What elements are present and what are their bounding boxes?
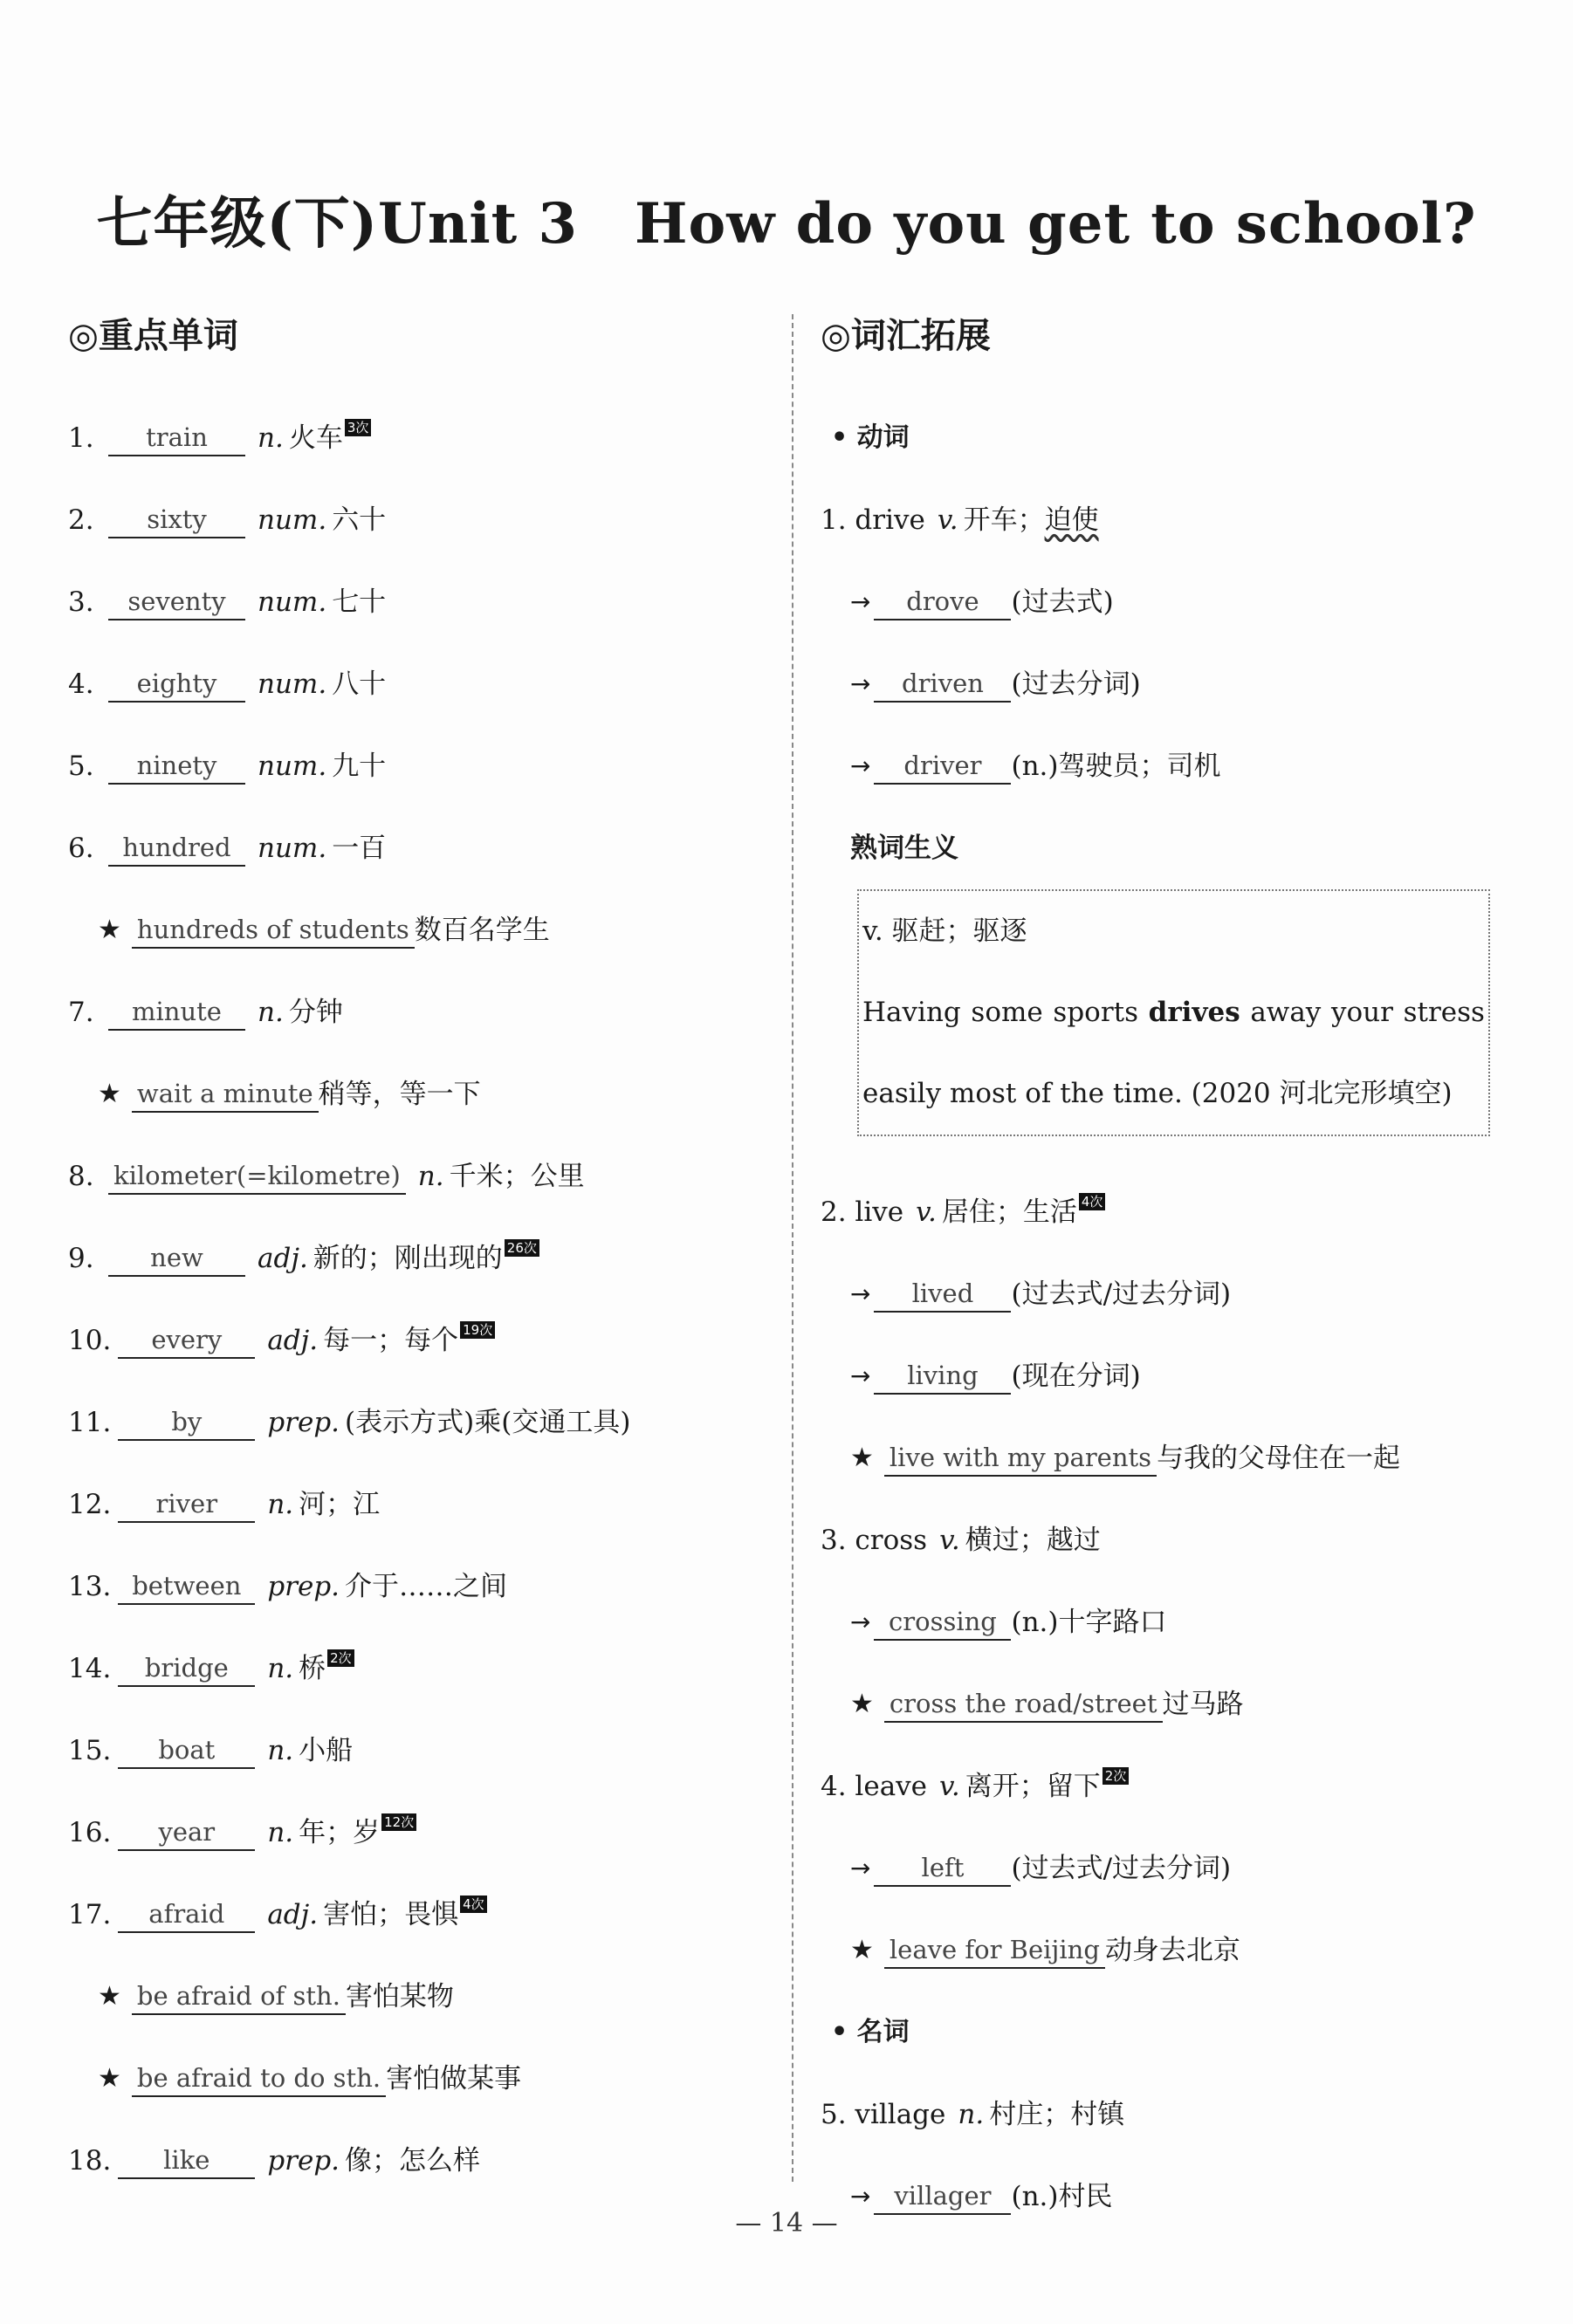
sentence-word: sports: [1053, 997, 1139, 1028]
form-note: (过去式/过去分词): [1011, 1853, 1232, 1884]
key-words-column: [68, 310, 766, 2202]
word-row: [68, 397, 766, 479]
word-meaning: 介于……之间: [345, 1571, 508, 1602]
part-of-speech: v.: [937, 504, 958, 536]
answer-blank: villager: [874, 2178, 1011, 2215]
answer-blank: like: [118, 2142, 255, 2179]
word-meaning: 每一；每个: [323, 1325, 459, 1356]
phrase-row: [821, 1909, 1519, 1992]
phrase-meaning: 动身去北京: [1104, 1935, 1240, 1966]
answer-blank: cross the road/street: [884, 1686, 1163, 1723]
answer-blank: hundreds of students: [132, 912, 415, 949]
part-of-speech: v.: [939, 1525, 960, 1556]
word-row: [68, 1464, 766, 1546]
part-of-speech: num.: [258, 586, 327, 618]
entry-meaning: 居住；生活: [941, 1196, 1077, 1228]
word-row: [68, 1628, 766, 1710]
frequency-badge: 12次: [381, 1813, 416, 1831]
part-of-speech: n.: [267, 1653, 294, 1684]
entry-meaning: 离开；留下: [965, 1771, 1101, 1802]
frequency-badge: 26次: [505, 1239, 539, 1257]
phrase-meaning: 稍等，等一下: [318, 1079, 481, 1110]
word-row: [68, 1710, 766, 1792]
word-meaning: 一百: [332, 833, 387, 864]
word-meaning: 小船: [299, 1735, 354, 1766]
item-number: 2.: [68, 504, 94, 536]
answer-blank: driver: [874, 748, 1011, 785]
word-row: [68, 561, 766, 643]
answer-blank: eighty: [108, 666, 245, 703]
nouns-label: • 名词: [831, 2017, 910, 2047]
item-number: 17.: [68, 1899, 112, 1930]
form-note: (n.)驾驶员；司机: [1011, 751, 1221, 782]
part-of-speech: num.: [258, 668, 327, 700]
word-meaning: 像；怎么样: [345, 2145, 481, 2177]
word-meaning: 九十: [332, 751, 387, 782]
item-number: 16.: [68, 1817, 112, 1848]
word-meaning: (表示方式)乘(交通工具): [345, 1407, 631, 1438]
word-row: [68, 479, 766, 561]
word-row: [68, 2120, 766, 2202]
arrow-icon: →: [850, 1608, 871, 1636]
frequency-badge: 19次: [460, 1321, 495, 1339]
word-meaning: 桥: [299, 1653, 326, 1684]
answer-blank: new: [108, 1240, 245, 1277]
frequency-badge: 4次: [460, 1896, 487, 1913]
entry-head: 3. cross: [821, 1525, 928, 1556]
answer-blank: be afraid of sth.: [132, 1978, 346, 2015]
word-meaning: 千米；公里: [449, 1161, 585, 1192]
star-icon: ★: [850, 1935, 874, 1965]
box-example-source: easily most of the time. (2020 河北完形填空): [862, 1078, 1453, 1109]
sentence-word: some: [971, 997, 1043, 1028]
part-of-speech: num.: [258, 751, 327, 782]
word-row: [68, 807, 766, 889]
answer-blank: crossing: [874, 1604, 1011, 1641]
part-of-speech: n.: [958, 2099, 985, 2130]
part-of-speech: n.: [258, 422, 284, 454]
part-of-speech: prep.: [267, 1407, 340, 1438]
phrase-row: [821, 1417, 1519, 1499]
answer-blank: wait a minute: [132, 1076, 319, 1113]
entry-village: [821, 2074, 1519, 2156]
arrow-icon: →: [850, 1854, 871, 1882]
word-row: [68, 1792, 766, 1874]
answer-blank: ninety: [108, 748, 245, 785]
form-row: [821, 1253, 1519, 1335]
part-of-speech: adj.: [267, 1899, 319, 1930]
sentence-word: away: [1250, 997, 1322, 1028]
item-number: 9.: [68, 1243, 94, 1274]
answer-blank: drove: [874, 584, 1011, 620]
answer-blank: sixty: [108, 502, 245, 538]
form-row: [821, 725, 1519, 807]
sentence-word: Having: [862, 997, 961, 1028]
arrow-icon: →: [850, 2182, 871, 2211]
star-icon: ★: [98, 2063, 121, 2094]
word-meaning: 年；岁: [299, 1817, 381, 1848]
arrow-icon: →: [850, 1361, 871, 1390]
form-row: [821, 1827, 1519, 1909]
star-icon: ★: [850, 1443, 874, 1473]
entry-drive: [821, 479, 1519, 561]
form-note: (过去式/过去分词): [1011, 1279, 1232, 1310]
answer-blank: left: [874, 1850, 1011, 1887]
word-row: [68, 1299, 766, 1381]
item-number: 12.: [68, 1489, 112, 1520]
word-meaning: 七十: [332, 586, 387, 618]
answer-blank: train: [108, 420, 245, 456]
part-of-speech: adj.: [258, 1243, 308, 1274]
word-row: [68, 725, 766, 807]
part-of-speech: n.: [267, 1817, 294, 1848]
item-number: 1.: [68, 422, 94, 454]
column-divider: [792, 314, 793, 2182]
part-of-speech: n.: [258, 997, 284, 1028]
word-meaning: 新的；刚出现的: [313, 1243, 503, 1274]
form-note: (现在分词): [1011, 1361, 1141, 1392]
frequency-badge: 2次: [327, 1649, 354, 1667]
form-row: [821, 1581, 1519, 1663]
phrase-row: [68, 889, 766, 971]
part-of-speech: v.: [939, 1771, 960, 1802]
entry-meaning: 村庄；村镇: [989, 2099, 1125, 2130]
part-of-speech: n.: [267, 1489, 294, 1520]
page-title: 七年级(下)Unit 3 How do you get to school?: [96, 191, 1477, 257]
answer-blank: river: [118, 1486, 255, 1523]
frequency-badge: 3次: [345, 419, 372, 436]
word-row: [68, 1381, 766, 1464]
part-of-speech: num.: [258, 504, 327, 536]
phrase-meaning: 害怕做某事: [386, 2063, 522, 2094]
phrase-row: [68, 2038, 766, 2120]
key-words-list: [68, 397, 766, 2202]
page-number: — 14 —: [735, 2208, 838, 2238]
word-row: [68, 1874, 766, 1956]
item-number: 6.: [68, 833, 94, 864]
arrow-icon: →: [850, 1279, 871, 1308]
entry-cross: [821, 1499, 1519, 1581]
answer-blank: be afraid to do sth.: [132, 2060, 386, 2097]
phrase-row: [68, 1956, 766, 2038]
part-of-speech: prep.: [267, 2145, 340, 2177]
answer-blank: by: [118, 1404, 255, 1441]
vocab-expansion-column: [821, 310, 1519, 2238]
answer-blank: leave for Beijing: [884, 1932, 1105, 1969]
answer-blank: driven: [874, 666, 1011, 703]
arrow-icon: →: [850, 587, 871, 616]
phrase-row: [821, 1663, 1519, 1745]
answer-blank: between: [118, 1568, 255, 1605]
entry-head: 4. leave: [821, 1771, 928, 1802]
item-number: 10.: [68, 1325, 112, 1356]
phrase-meaning: 过马路: [1162, 1689, 1244, 1720]
sentence-word: drives: [1148, 997, 1240, 1028]
entry-live: [821, 1171, 1519, 1253]
answer-blank: every: [118, 1322, 255, 1359]
entry-head: 2. live: [821, 1196, 904, 1228]
star-icon: ★: [850, 1689, 874, 1719]
item-number: 8.: [68, 1161, 94, 1192]
star-icon: ★: [98, 1079, 121, 1109]
part-of-speech: n.: [417, 1161, 444, 1192]
familiar-word-new-meaning-label: 熟词生义: [850, 833, 958, 864]
frequency-badge: 2次: [1102, 1767, 1130, 1785]
form-note: (n.)村民: [1011, 2181, 1113, 2212]
part-of-speech: num.: [258, 833, 327, 864]
entry-meaning: 开车；: [963, 504, 1045, 536]
form-note: (n.)十字路口: [1011, 1607, 1167, 1638]
item-number: 11.: [68, 1407, 112, 1438]
answer-blank: year: [118, 1814, 255, 1851]
part-of-speech: v.: [916, 1196, 937, 1228]
phrase-meaning: 数百名学生: [414, 915, 550, 946]
answer-blank: living: [874, 1358, 1011, 1395]
item-number: 7.: [68, 997, 94, 1028]
answer-blank: kilometer(=kilometre): [108, 1158, 406, 1195]
form-note: (过去分词): [1011, 668, 1141, 700]
entry-head: 1. drive: [821, 504, 925, 536]
sentence-word: your: [1330, 997, 1393, 1028]
part-of-speech: prep.: [267, 1571, 340, 1602]
star-icon: ★: [98, 915, 121, 945]
form-row: [821, 1335, 1519, 1417]
item-number: 15.: [68, 1735, 112, 1766]
entry-meaning-emphasis: 迫使: [1044, 504, 1099, 536]
word-row: [68, 971, 766, 1053]
word-meaning: 八十: [332, 668, 387, 700]
item-number: 13.: [68, 1571, 112, 1602]
form-row: [821, 561, 1519, 643]
sentence-word: stress: [1403, 997, 1485, 1028]
entry-meaning: 横过；越过: [965, 1525, 1101, 1556]
key-words-heading: ◎重点单词: [68, 316, 238, 356]
answer-blank: afraid: [118, 1896, 255, 1933]
answer-blank: bridge: [118, 1650, 255, 1687]
word-meaning: 火车: [288, 422, 343, 454]
answer-blank: boat: [118, 1732, 255, 1769]
word-meaning: 河；江: [299, 1489, 381, 1520]
phrase-meaning: 害怕某物: [345, 1981, 454, 2012]
box-definition: v. 驱赶；驱逐: [862, 915, 1027, 947]
arrow-icon: →: [850, 669, 871, 698]
entry-leave: [821, 1745, 1519, 1827]
word-meaning: 分钟: [288, 997, 343, 1028]
item-number: 5.: [68, 751, 94, 782]
star-icon: ★: [98, 1981, 121, 2012]
form-note: (过去式): [1011, 586, 1114, 618]
phrase-row: [68, 1053, 766, 1135]
arrow-icon: →: [850, 751, 871, 780]
word-row: [68, 1135, 766, 1217]
item-number: 4.: [68, 668, 94, 700]
frequency-badge: 4次: [1079, 1193, 1106, 1210]
item-number: 18.: [68, 2145, 112, 2177]
item-number: 14.: [68, 1653, 112, 1684]
answer-blank: minute: [108, 994, 245, 1031]
word-meaning: 害怕；畏惧: [323, 1899, 459, 1930]
word-meaning: 六十: [332, 504, 387, 536]
form-row: [821, 643, 1519, 725]
answer-blank: live with my parents: [884, 1440, 1157, 1477]
box-example-sentence: [862, 972, 1485, 1053]
familiar-word-box: [857, 889, 1490, 1136]
answer-blank: lived: [874, 1276, 1011, 1313]
verbs-label: • 动词: [831, 422, 910, 453]
word-row: [68, 1546, 766, 1628]
answer-blank: seventy: [108, 584, 245, 620]
part-of-speech: adj.: [267, 1325, 319, 1356]
phrase-meaning: 与我的父母住在一起: [1157, 1443, 1401, 1474]
answer-blank: hundred: [108, 830, 245, 867]
word-row: [68, 1217, 766, 1299]
item-number: 3.: [68, 586, 94, 618]
part-of-speech: n.: [267, 1735, 294, 1766]
vocab-expansion-heading: ◎词汇拓展: [821, 316, 991, 356]
word-row: [68, 643, 766, 725]
entry-head: 5. village: [821, 2099, 946, 2130]
